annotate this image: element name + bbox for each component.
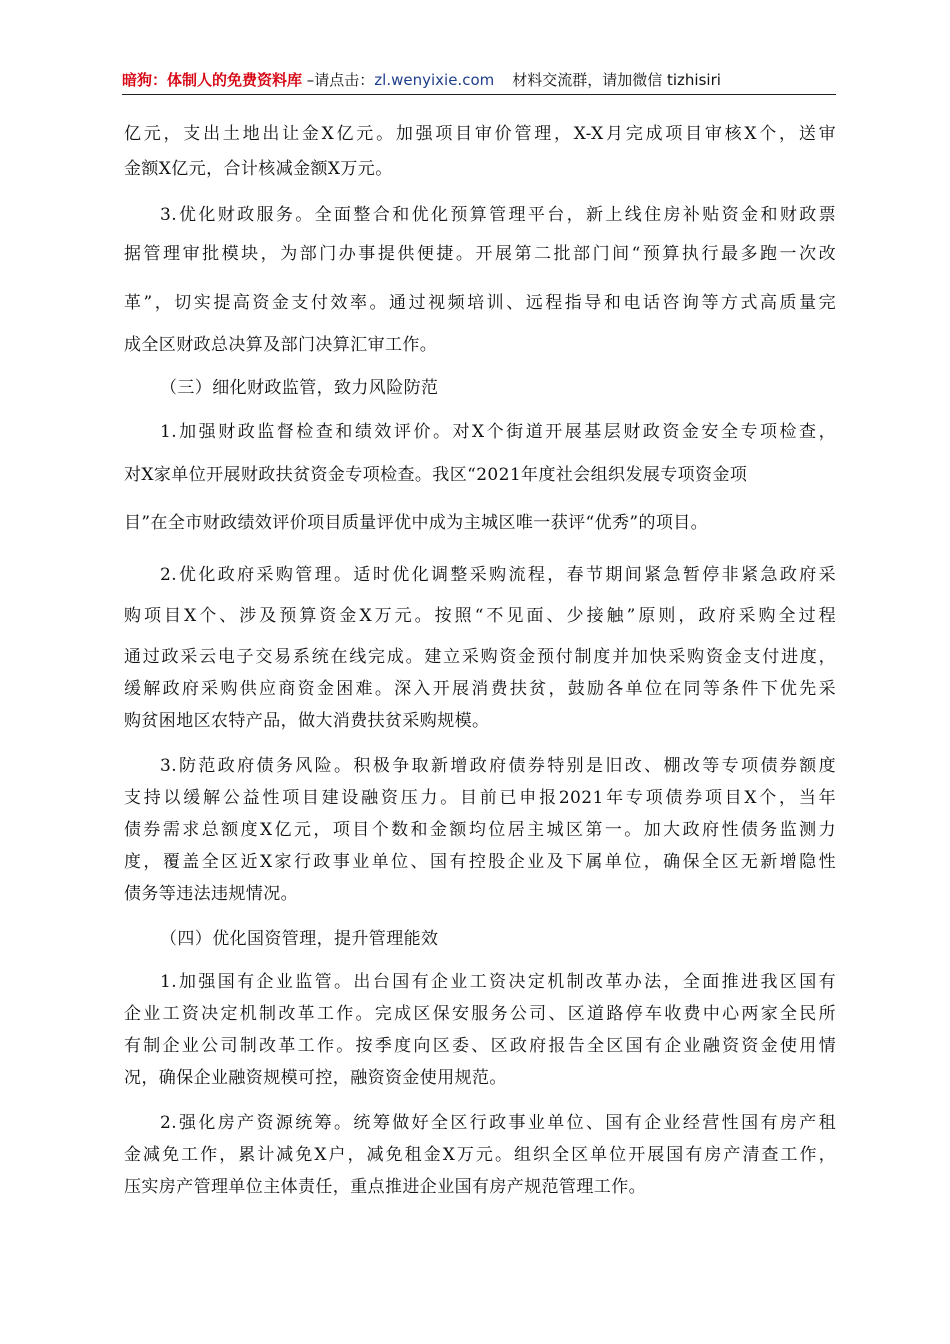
body-line: 支持以缓解公益性项目建设融资压力。目前已申报2021年专项债券项目X个，当年 [124,788,836,808]
body-line: 有制企业公司制改革工作。按季度向区委、区政府报告全区国有企业融资资金使用情 [124,1036,836,1056]
body-line: 金额X亿元，合计核减金额X万元。 [124,159,393,179]
body-line: 通过政采云电子交易系统在线完成。建立采购资金预付制度并加快采购资金支付进度， [124,647,836,667]
paragraph-start-line: 1.加强财政监督检查和绩效评价。对X个街道开展基层财政资金安全专项检查， [160,422,836,442]
body-line: 成全区财政总决算及部门决算汇审工作。 [124,335,438,355]
body-line: 缓解政府采购供应商资金困难。深入开展消费扶贫，鼓励各单位在同等条件下优先采 [124,679,836,699]
header-brand: 暗狗：体制人的免费资料库 [122,71,303,89]
paragraph-start-line: 3.防范政府债务风险。积极争取新增政府债券特别是旧改、棚改等专项债券额度 [160,756,836,776]
body-line: 目”在全市财政绩效评价项目质量评优中成为主城区唯一获评“优秀”的项目。 [124,513,709,533]
header-contact: 材料交流群，请加微信 tizhisiri [512,71,721,89]
body-line: 企业工资决定机制改革工作。完成区保安服务公司、区道路停车收费中心两家全民所 [124,1004,836,1024]
header-prompt: –请点击： [302,71,375,89]
body-line: 压实房产管理单位主体责任，重点推进企业国有房产规范管理工作。 [124,1177,646,1197]
header-url-link[interactable]: zl.wenyixie.com [374,71,495,89]
body-line: 金减免工作，累计减免X户，减免租金X万元。组织全区单位开展国有房产清查工作， [124,1145,836,1165]
header-divider [122,94,836,95]
section-heading: （四）优化国资管理，提升管理能效 [160,929,439,949]
paragraph-start-line: 2.强化房产资源统筹。统筹做好全区行政事业单位、国有企业经营性国有房产租 [160,1113,836,1133]
body-line: 亿元，支出土地出让金X亿元。加强项目审价管理，X-X月完成项目审核X个，送审 [124,124,836,144]
body-line: 度，覆盖全区近X家行政事业单位、国有控股企业及下属单位，确保全区无新增隐性 [124,852,836,872]
body-line: 购贫困地区农特产品，做大消费扶贫采购规模。 [124,711,490,731]
body-line: 对X家单位开展财政扶贫资金专项检查。我区“2021年度社会组织发展专项资金项 [124,465,748,485]
page-header [122,68,836,92]
body-line: 债券需求总额度X亿元，项目个数和金额均位居主城区第一。加大政府性债务监测力 [124,820,836,840]
paragraph-start-line: 2.优化政府采购管理。适时优化调整采购流程，春节期间紧急暂停非紧急政府采 [160,565,836,585]
body-line: 况，确保企业融资规模可控，融资资金使用规范。 [124,1068,507,1088]
paragraph-start-line: 3.优化财政服务。全面整合和优化预算管理平台，新上线住房补贴资金和财政票 [160,205,836,225]
body-line: 据管理审批模块，为部门办事提供便捷。开展第二批部门间“预算执行最多跑一次改 [124,244,836,264]
body-line: 革”，切实提高资金支付效率。通过视频培训、远程指导和电话咨询等方式高质量完 [124,293,836,313]
paragraph-start-line: 1.加强国有企业监管。出台国有企业工资决定机制改革办法，全面推进我区国有 [160,972,836,992]
body-line: 债务等违法违规情况。 [124,884,298,904]
body-line: 购项目X个、涉及预算资金X万元。按照“不见面、少接触”原则，政府采购全过程 [124,606,836,626]
section-heading: （三）细化财政监管，致力风险防范 [160,378,439,398]
